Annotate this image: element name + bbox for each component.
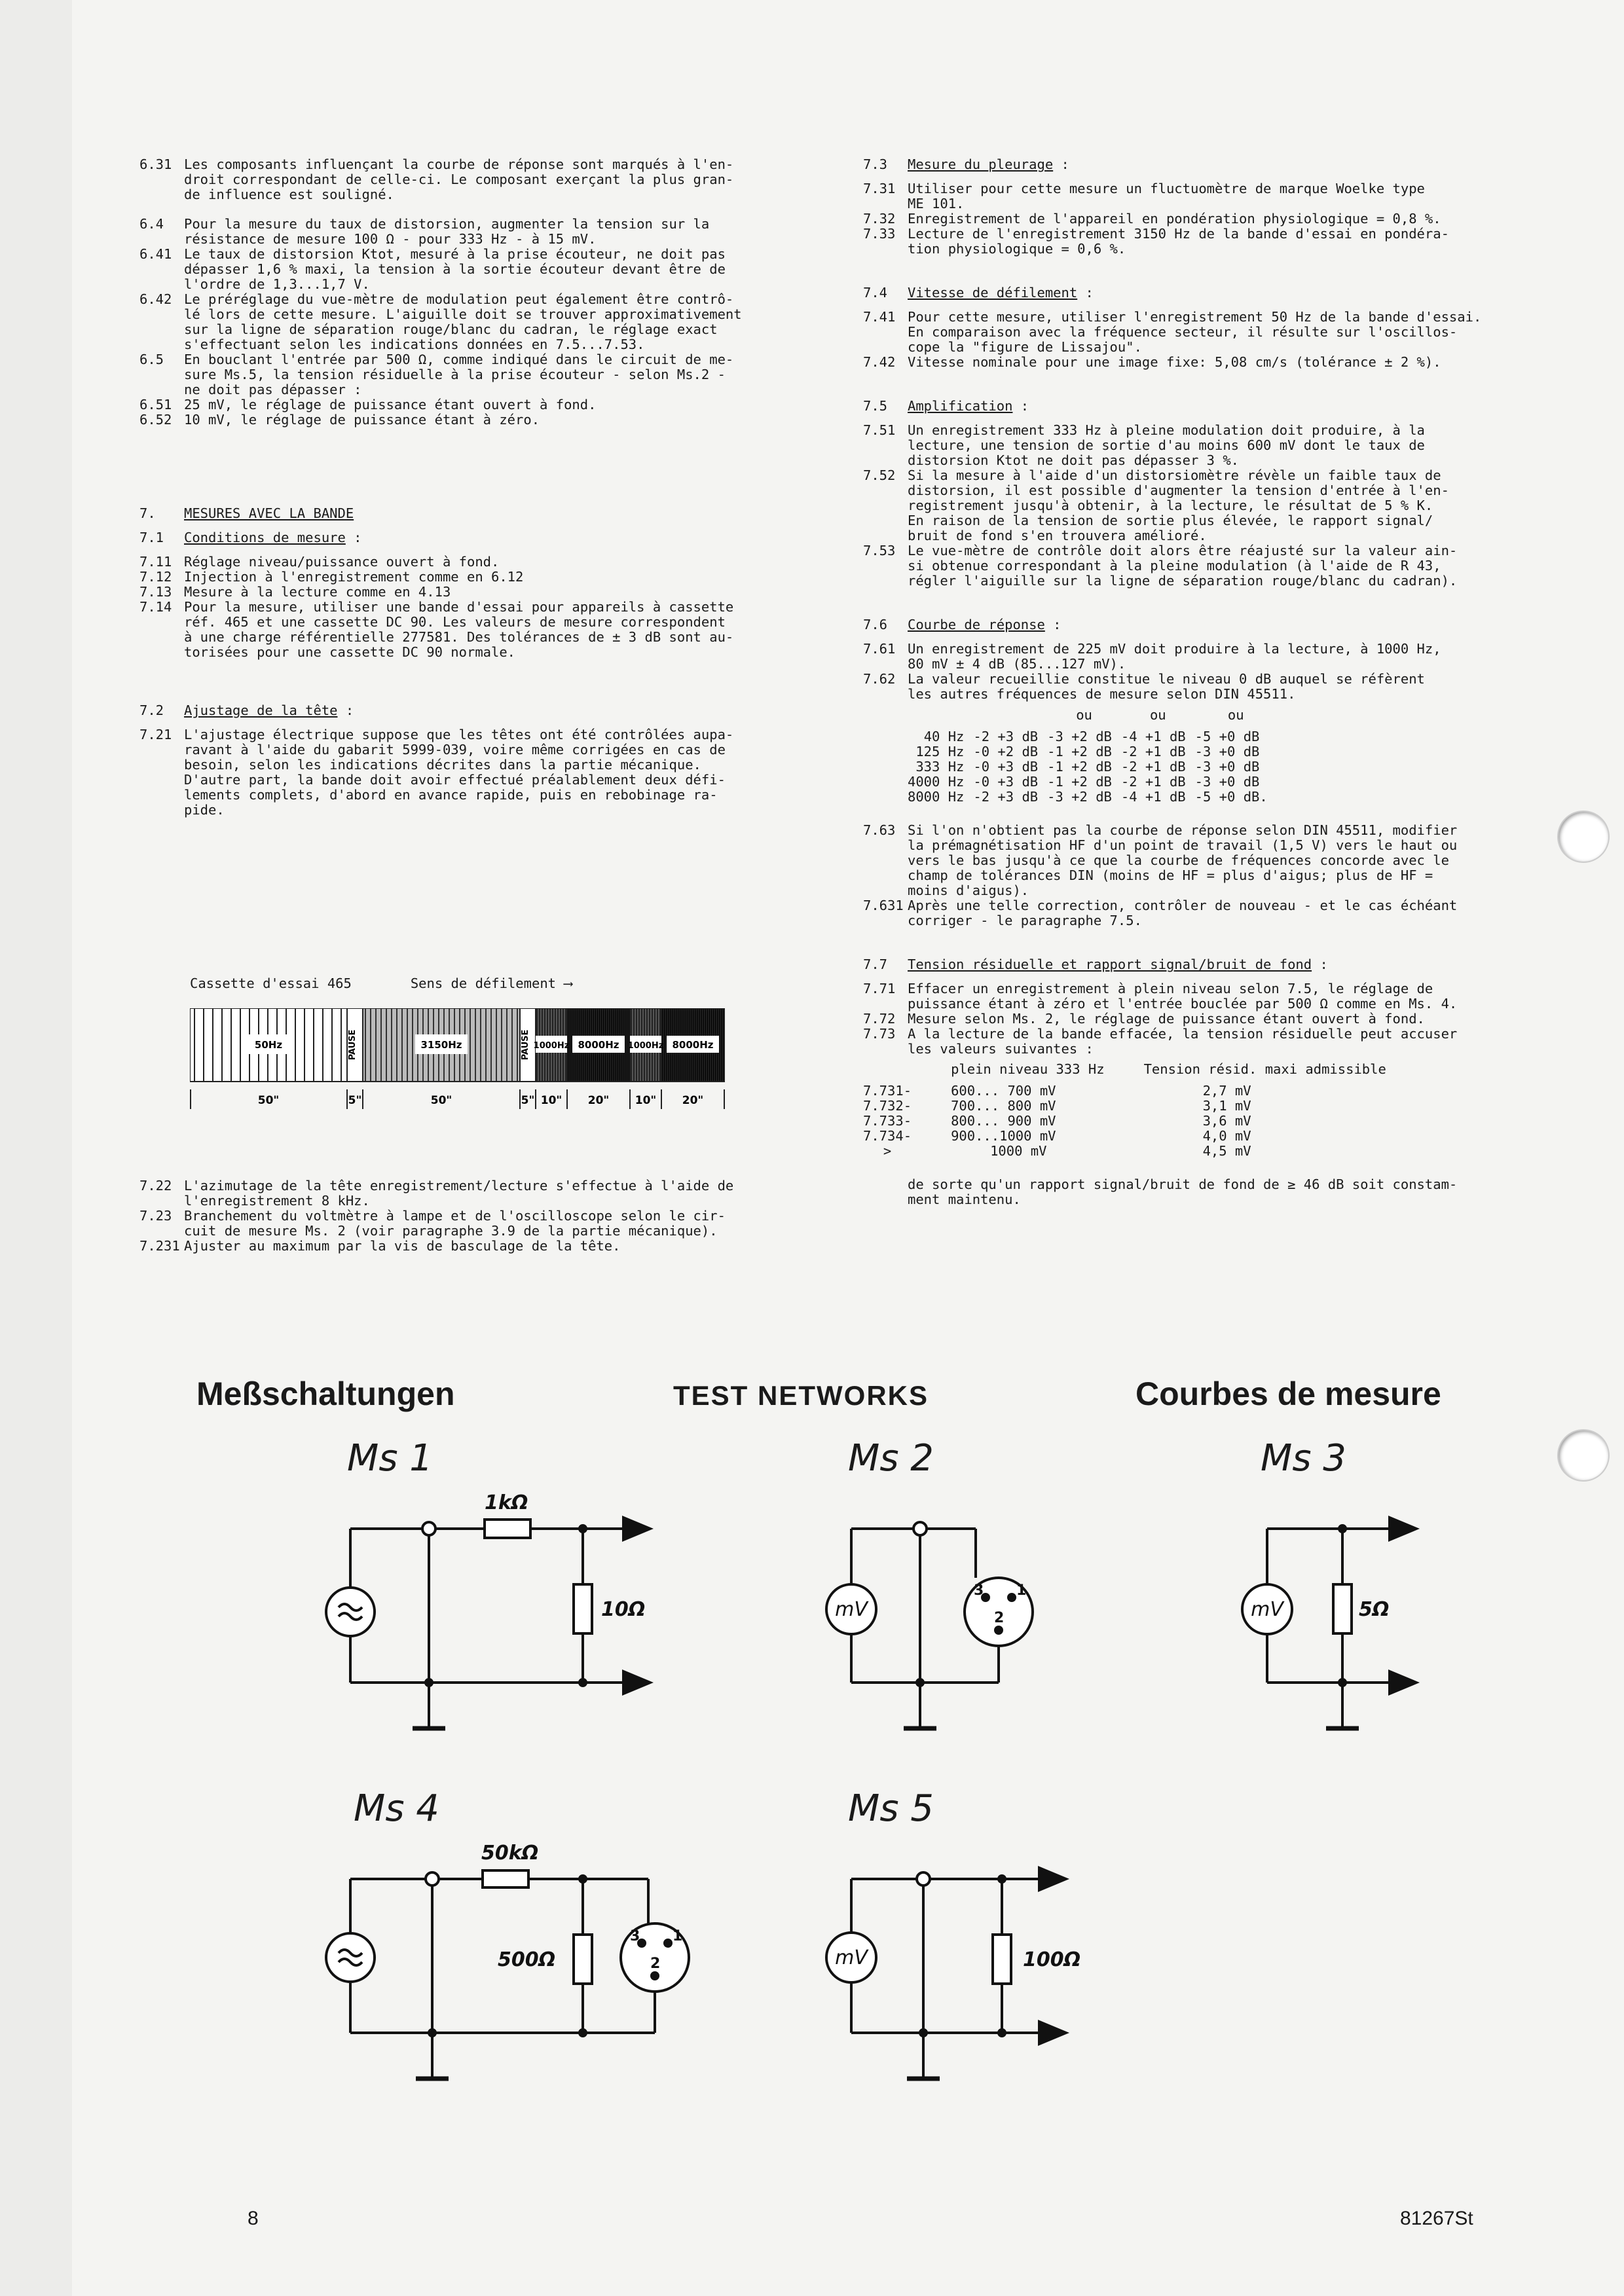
circuit-ms3 (1242, 1525, 1414, 1728)
para-7-62: 7.62 La valeur recueillie constitue le niveau 0 dB auquel se réfèrent les autres fréquences de mesure selon DIN 45511. (863, 671, 1425, 702)
tape-label-1000hz: 1000Hz (627, 1041, 664, 1051)
para-7-31: 7.31 Utiliser pour cette mesure un fluctuomètre de marque Woelke type ME 101. (863, 181, 1425, 211)
para-7-23: 7.23 Branchement du voltmètre à lampe et de l'oscilloscope selon le cir- cuit de mesure Ms. 2 (voir paragraphe 3.9 de la partie mécanique). (139, 1208, 726, 1239)
para-7-33: 7.33 Lecture de l'enregistrement 3150 Hz de la bande d'essai en pondéra- tion physiologique = 0,6 %. (863, 226, 1449, 257)
para-7-14: 7.14 Pour la mesure, utiliser une bande d'essai pour appareils à cassette réf. 465 et une cassette DC 90. Les valeurs de mesure correspondent à une charge référentielle 277581. Des tolérances de ± 3 dB sont au- torisées pour une cassette DC 90 normale. (139, 599, 734, 660)
para-7-63: 7.63 Si l'on n'obtient pas la courbe de réponse selon DIN 45511, modifier la prémagnétisation HF d'un point de travail (1,5 V) vers le haut ou vers le bas jusqu'à ce que la courbe de fréquences concorde avec le champ de tolérances DIN (moins de HF = plus d'aigus; plus de HF = moins d'aigus). (863, 822, 1458, 898)
circuit-ms4 (326, 1870, 689, 2079)
section-7-heading: 7. MESURES AVEC LA BANDE (139, 505, 354, 521)
table-row: 8000 Hz -2 +3 dB -3 +2 dB -4 +1 dB -5 +0 dB. (908, 789, 1268, 805)
pin-label: 2 (994, 1610, 1005, 1626)
title-french: Courbes de mesure (1135, 1376, 1441, 1412)
para-6-31: 6.31 Les composants influençant la courbe de réponse sont marqués à l'en- droit correspondant de celle-ci. Le composant exerçant la plus gran- de influence est souligné. (139, 156, 734, 202)
table-row: 4000 Hz -0 +3 dB -1 +2 dB -2 +1 dB -3 +0 dB (908, 774, 1260, 790)
para-7-32: 7.32 Enregistrement de l'appareil en pondération physiologique = 0,8 %. (863, 211, 1441, 227)
tape-label-50hz: 50Hz (254, 1039, 283, 1051)
pin-label: 1 (1016, 1582, 1027, 1599)
ms3-meter-label: mV (1251, 1598, 1283, 1621)
table-row: 7.732- 700... 800 mV 3,1 mV (863, 1098, 1251, 1114)
pin-label: 1 (673, 1928, 683, 1944)
para-7-22: 7.22 L'azimutage de la tête enregistrement/lecture s'effectue à l'aide de l'enregistrement 8 kHz. (139, 1178, 734, 1209)
para-7-61: 7.61 Un enregistrement de 225 mV doit produire à la lecture, à 1000 Hz, 80 mV ± 4 dB (85...127 mV). (863, 641, 1441, 672)
table-row: 333 Hz -0 +3 dB -1 +2 dB -2 +1 dB -3 +0 dB (915, 759, 1260, 774)
generator-icon (326, 1933, 375, 1982)
para-6-4: 6.4 Pour la mesure du taux de distorsion, augmenter la tension sur la résistance de mesure 100 Ω - pour 333 Hz - à 15 mV. (139, 216, 710, 247)
para-6-41: 6.41 Le taux de distorsion Ktot, mesuré à la prise écouteur, ne doit pas dépasser 1,6 % maxi, la tension à la sortie écouteur devant être de l'ordre de 1,3...1,7 V. (139, 246, 726, 292)
circuit-ms4-label: Ms 4 (354, 1787, 439, 1830)
tape-label-8000hz: 8000Hz (672, 1039, 714, 1051)
para-6-51: 6.51 25 mV, le réglage de puissance étant ouvert à fond. (139, 397, 597, 412)
title-german: Meßschaltungen (196, 1376, 455, 1412)
para-7-52: 7.52 Si la mesure à l'aide d'un distorsiomètre révèle un faible taux de distorsion, il est possible d'augmenter la tension d'entrée à l'en- registrement jusqu'à obtenir, à la lecture, le résultat de 5 % K. En raison de la tension de sortie plus élevée, le rapport signal/ bruit de fond s'en trouvera amélioré. (863, 467, 1449, 543)
ms1-r2-label: 10Ω (601, 1598, 646, 1621)
document-code: 81267St (1400, 2208, 1473, 2229)
tape-label-pause: PAUSE (521, 1029, 530, 1061)
ms5-r-label: 100Ω (1023, 1948, 1081, 1971)
duration-label: 50" (257, 1094, 280, 1107)
response-table: ou ou ou 40 Hz -2 +3 dB -3 +2 dB -4 +1 dB -5 +0 dB 125 Hz -0 +2 dB -1 +2 dB -2 +1 dB -3 +0 dB 333 Hz -0 +3 dB -1 +2 dB -2 +1 dB -3 +0 dB 4000 Hz -0 +3 dB -1 +2 dB -2 +1 dB -3 +0 dB 8000 Hz -2 +3 dB -3 +2 dB -4 +1 dB -5 +0 dB. (908, 707, 1277, 805)
tape-label-pause: PAUSE (348, 1029, 358, 1061)
duration-label: 20" (587, 1094, 610, 1107)
table-row: 40 Hz -2 +3 dB -3 +2 dB -4 +1 dB -5 +0 dB (923, 729, 1260, 744)
table-row: 125 Hz -0 +2 dB -1 +2 dB -2 +1 dB -3 +0 dB (915, 744, 1260, 759)
ms1-r1-label: 1kΩ (485, 1491, 528, 1514)
ms4-r2-label: 500Ω (498, 1948, 556, 1971)
para-6-42: 6.42 Le préréglage du vue-mètre de modulation peut également être contrô- lé lors de cette mesure. L'aiguille doit se trouver approximativement sur la ligne de séparation rouge/blanc du cadran, le réglage exact s'effectuant selon les indications données en 7.5...7.53. (139, 291, 742, 352)
para-7-631: 7.631 Après une telle correction, contrôler de nouveau - et le cas échéant corriger - le paragraphe 7.5. (863, 898, 1458, 928)
tape-direction: Sens de défilement ⟶ (410, 975, 572, 991)
pin-label: 3 (630, 1928, 640, 1944)
para-7-74: de sorte qu'un rapport signal/bruit de fond de ≥ 46 dB soit constam- ment maintenu. (908, 1176, 1458, 1207)
section-7-3-heading: 7.3 Mesure du pleurage : (863, 156, 1069, 172)
para-7-73: 7.73 A la lecture de la bande effacée, la tension résiduelle peut accuser les valeurs suivantes : (863, 1026, 1458, 1057)
para-7-72: 7.72 Mesure selon Ms. 2, le réglage de puissance étant ouvert à fond. (863, 1011, 1425, 1027)
tape-label-8000hz: 8000Hz (578, 1039, 619, 1051)
duration-label: 50" (430, 1094, 452, 1107)
para-7-53: 7.53 Le vue-mètre de contrôle doit alors être réajusté sur la valeur ain- si obtenue correspondant à la pleine modulation (à l'aide de R 43, régler l'aiguille sur la ligne de séparation rouge/blanc du cadran). (863, 543, 1458, 589)
section-7-2-heading: 7.2 Ajustage de la tête : (139, 702, 354, 718)
para-7-231: 7.231 Ajuster au maximum par la vis de basculage de la tête. (139, 1238, 621, 1254)
para-6-52: 6.52 10 mV, le réglage de puissance étant à zéro. (139, 412, 540, 428)
ms4-r1-label: 50kΩ (481, 1842, 539, 1865)
para-7-21: 7.21 L'ajustage électrique suppose que les têtes ont été contrôlées aupa- ravant à l'aide du gabarit 5999-039, voire même corrigées en cas de besoin, selon les indications décrites dans la partie mécanique. D'autre part, la bande doit avoir effectué préalablement deux défi- lements complets, d'abord en avance rapide, puis en rebobinage ra- pide. (139, 727, 734, 818)
circuit-ms1-label: Ms 1 (347, 1437, 433, 1480)
page-number: 8 (248, 2208, 259, 2229)
para-7-12: 7.12 Injection à l'enregistrement comme en 6.12 (139, 569, 524, 585)
circuit-ms5 (826, 1872, 1064, 2079)
circuit-ms2-label: Ms 2 (848, 1437, 934, 1480)
tape-label-1000hz: 1000Hz (533, 1041, 570, 1051)
table-row: 7.731- 600... 700 mV 2,7 mV (863, 1083, 1251, 1099)
section-7-6-heading: 7.6 Courbe de réponse : (863, 617, 1061, 632)
table-row: > 1000 mV 4,5 mV (883, 1143, 1251, 1159)
table-row: 7.733- 800... 900 mV 3,6 mV (863, 1113, 1251, 1129)
duration-label: 20" (682, 1094, 704, 1107)
ms2-meter-label: mV (835, 1598, 868, 1621)
duration-label: 5" (521, 1094, 535, 1107)
generator-icon (326, 1588, 375, 1636)
circuit-ms3-label: Ms 3 (1261, 1437, 1346, 1480)
pin-label: 2 (650, 1956, 661, 1972)
para-6-5: 6.5 En bouclant l'entrée par 500 Ω, comme indiqué dans le circuit de me- sure Ms.5, la tension résiduelle à la prise écouteur - selon Ms.2 - ne doit pas dépasser : (139, 352, 734, 397)
duration-label: 10" (635, 1094, 657, 1107)
ms5-meter-label: mV (835, 1946, 868, 1969)
circuit-ms1 (326, 1520, 648, 1728)
para-7-42: 7.42 Vitesse nominale pour une image fixe: 5,08 cm/s (tolérance ± 2 %). (863, 354, 1441, 370)
residual-voltage-table: plein niveau 333 Hz Tension résid. maxi admissible 7.731- 600... 700 mV 2,7 mV 7.732- 700... 800 mV 3,1 mV 7.733- 800... 900 mV 3,6 mV 7.734- 900...1000 mV 4,0 mV > 1000 mV 4,5 mV (863, 1062, 1426, 1159)
section-7-7-heading: 7.7 Tension résiduelle et rapport signal/bruit de fond : (863, 957, 1328, 972)
circuit-ms5-label: Ms 5 (848, 1787, 934, 1830)
para-7-51: 7.51 Un enregistrement 333 Hz à pleine modulation doit produire, à la lecture, une tension de sortie d'au moins 600 mV dont le taux de distorsion Ktot ne doit pas dépasser 3 %. (863, 422, 1425, 468)
para-7-11: 7.11 Réglage niveau/puissance ouvert à fond. (139, 554, 500, 570)
para-7-71: 7.71 Effacer un enregistrement à plein niveau selon 7.5, le réglage de puissance étant à zéro et l'entrée bouclée par 500 Ω comme en Ms. 4. (863, 981, 1458, 1011)
pin-label: 3 (974, 1582, 984, 1599)
para-7-13: 7.13 Mesure à la lecture comme en 4.13 (139, 584, 451, 600)
section-7-5-heading: 7.5 Amplification : (863, 398, 1029, 414)
title-english: TEST NETWORKS (673, 1380, 929, 1411)
section-7-1-heading: 7.1 Conditions de mesure : (139, 530, 362, 545)
duration-label: 5" (348, 1094, 362, 1107)
tape-label-3150hz: 3150Hz (420, 1039, 462, 1051)
table-row: 7.734- 900...1000 mV 4,0 mV (863, 1128, 1251, 1144)
arrow-right-icon: ⟶ (564, 975, 572, 991)
ms3-r-label: 5Ω (1359, 1598, 1390, 1621)
para-7-41: 7.41 Pour cette mesure, utiliser l'enregistrement 50 Hz de la bande d'essai. En comparaison avec la fréquence secteur, il résulte sur l'oscillos- cope la "figure de Lissajou". (863, 309, 1482, 355)
tape-caption: Cassette d'essai 465 (190, 975, 352, 991)
section-7-4-heading: 7.4 Vitesse de défilement : (863, 285, 1094, 301)
duration-label: 10" (540, 1094, 563, 1107)
